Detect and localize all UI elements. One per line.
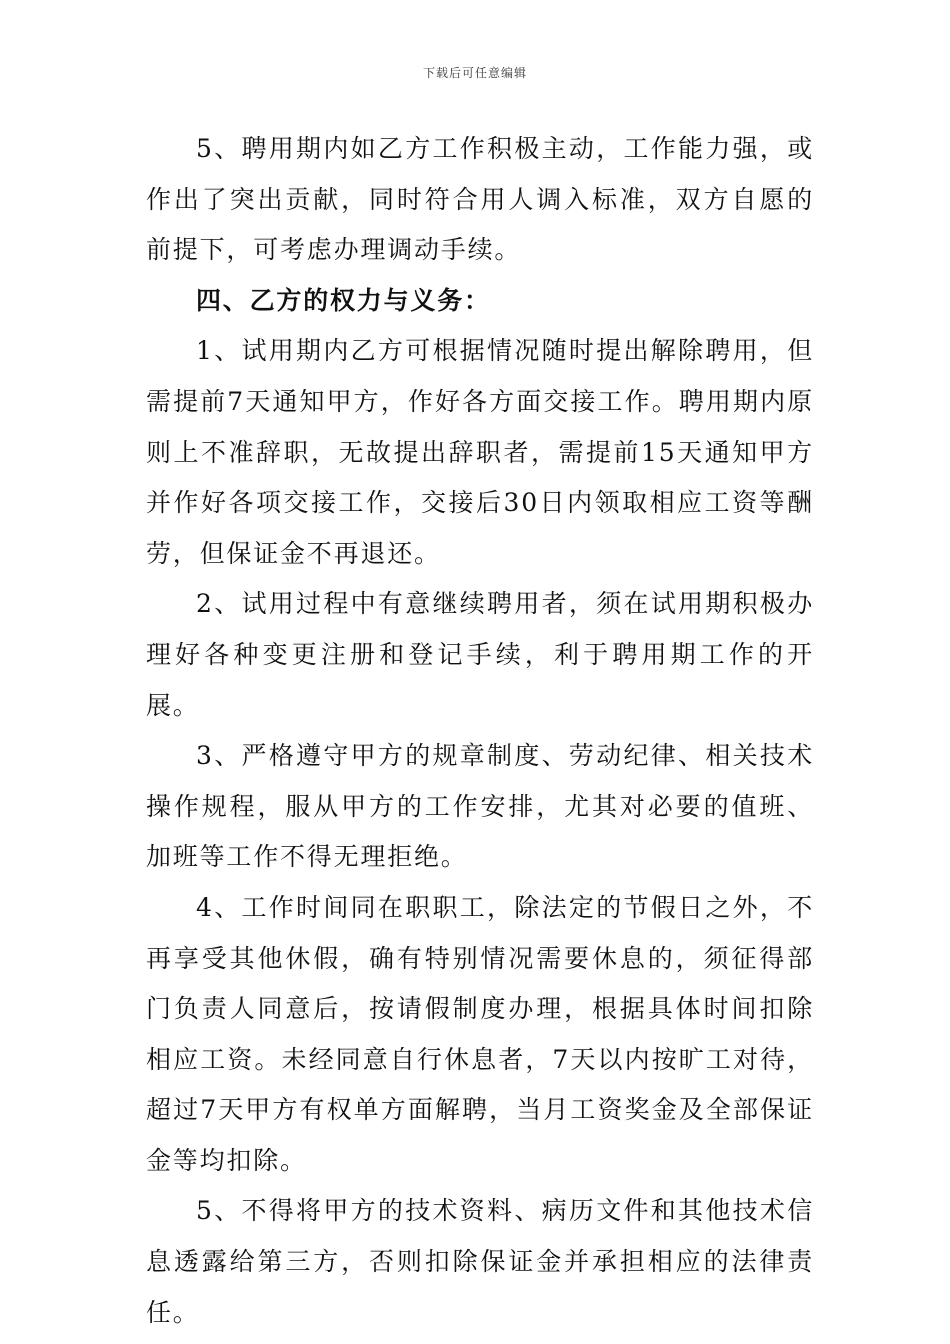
clause-5-confidentiality: 5、不得将甲方的技术资料、病历文件和其他技术信息透露给第三方，否则扣除保证金并承担相应的法律责任。 (146, 1196, 814, 1327)
clause-1-resignation: 1、试用期内乙方可根据情况随时提出解除聘用，但需提前7天通知甲方，作好各方面交接工作。聘用期内原则上不准辞职，无故提出辞职者，需提前15天通知甲方并作好各项交接工作，交接后30日内领取相应工资等酬劳，但保证金不再退还。 (146, 336, 814, 568)
clause-4-working-time: 4、工作时间同在职职工，除法定的节假日之外，不再享受其他休假，确有特别情况需要休息的，须征得部门负责人同意后，按请假制度办理，根据具体时间扣除相应工资。未经同意自行休息者，7天以内按旷工对待，超过7天甲方有权单方面解聘，当月工资奖金及全部保证金等均扣除。 (146, 892, 814, 1175)
page-header-note: 下载后可任意编辑 (422, 66, 527, 80)
section-heading-party-b-rights: 四、乙方的权力与义务： (196, 285, 491, 315)
clause-2-registration: 2、试用过程中有意继续聘用者，须在试用期积极办理好各种变更注册和登记手续，利于聘用期工作的开展。 (146, 589, 814, 720)
clause-5-transfer: 5、聘用期内如乙方工作积极主动，工作能力强，或作出了突出贡献，同时符合用人调入标准，双方自愿的前提下，可考虑办理调动手续。 (146, 134, 814, 265)
document-body (146, 124, 814, 1338)
clause-3-rules: 3、严格遵守甲方的规章制度、劳动纪律、相关技术操作规程，服从甲方的工作安排，尤其对必要的值班、加班等工作不得无理拒绝。 (146, 741, 814, 872)
